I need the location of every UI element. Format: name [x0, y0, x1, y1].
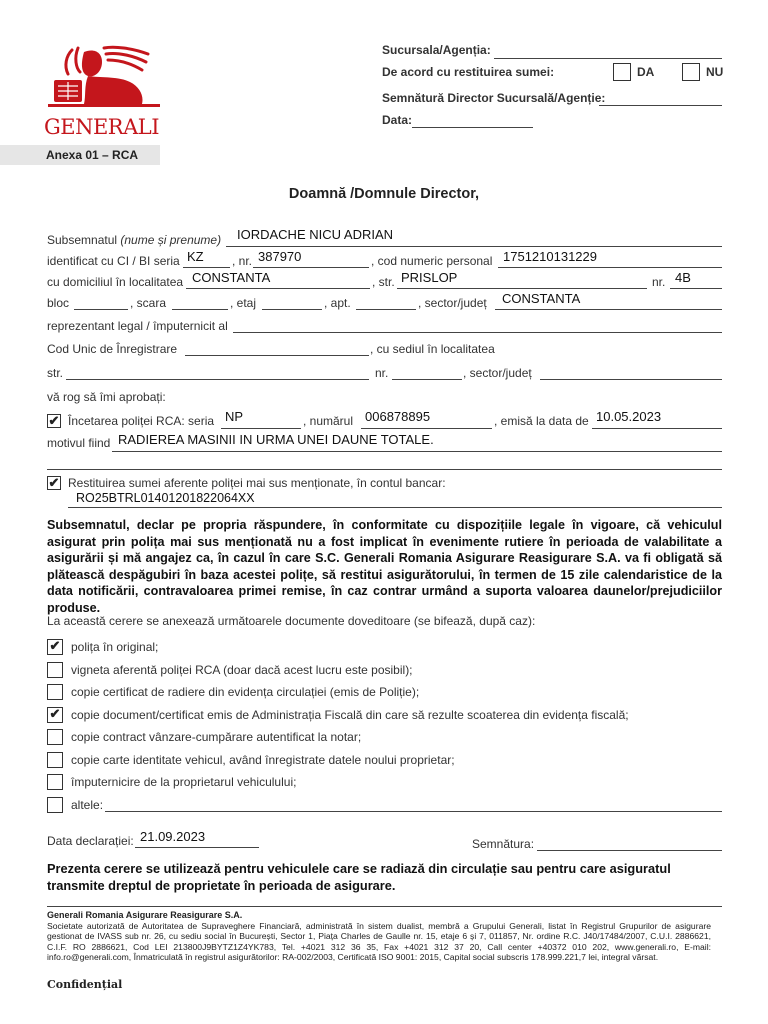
reason-line	[112, 451, 722, 452]
cui-field[interactable]	[185, 355, 369, 356]
issued-date-field[interactable]: 10.05.2023	[596, 409, 662, 424]
company-nr-field[interactable]	[392, 379, 462, 380]
domicile-label: cu domiciliul în localitatea	[47, 275, 184, 289]
top-date-label: Data:	[382, 113, 413, 127]
scara-label: , scara	[130, 296, 167, 310]
hq-label: , cu sediul în localitatea	[370, 342, 495, 356]
lion-emblem-icon	[44, 42, 164, 108]
id-series-line	[183, 267, 230, 268]
declaration-text: Subsemnatul, declar pe propria răspundere, în conformitate cu dispozițiile legale în vigoare, că vehiculul asigurat prin polița mai sus menționată nu a fost implicat în evenimente rutiere în perioada de valabilitate a asigurării și mă angajez ca, în cazul în care S.C. Generali Romania Asigurare Reasigurare S.A. va fi obligată să plătească despăgubiri în baza acestei polițe, să restitui asigurătorului, în termen de 15 zile calendaristice de la data notificării, contravaloarea primei remise, în caz contrar urmând a suporta valoarea daunelor/prejudiciilor produse.	[47, 518, 722, 615]
etaj-label: , etaj	[230, 296, 257, 310]
documents-list	[47, 639, 722, 819]
cnp-line	[498, 267, 722, 268]
bloc-field[interactable]	[74, 309, 128, 310]
policy-series-field[interactable]: NP	[225, 409, 244, 424]
agree-yes-checkbox[interactable]	[613, 63, 631, 81]
signer-name-field[interactable]: IORDACHE NICU ADRIAN	[237, 227, 394, 242]
doc-checkbox[interactable]: ✔	[47, 707, 63, 723]
branch-label: Sucursala/Agenția:	[382, 43, 491, 57]
annex-label: Anexa 01 – RCA	[46, 148, 139, 162]
issued-date-line	[592, 428, 722, 429]
county-field[interactable]: CONSTANTA	[502, 291, 581, 306]
street-label: , str.	[372, 275, 395, 289]
cancel-policy-label: Încetarea poliței RCA: seria	[68, 414, 215, 428]
doc-label: copie certificat de radiere din evidența circulației (emis de Poliție);	[71, 685, 420, 699]
doc-checkbox[interactable]	[47, 729, 63, 745]
county-line	[495, 309, 722, 310]
salutation: Doamnă /Domnule Director,	[288, 186, 480, 202]
doc-label: copie contract vânzare-cumpărare autentificat la notar;	[71, 730, 362, 744]
doc-label: copie carte identitate vehicul, având înregistrate datele noului proprietar;	[71, 752, 455, 767]
representative-label: reprezentant legal / împuternicit al	[47, 319, 228, 333]
docs-intro: La această cerere se anexează următoarele documente doveditoare (se bifează, după caz):	[47, 614, 536, 628]
doc-label: polița în original;	[71, 640, 159, 654]
agree-label: De acord cu restituirea sumei:	[382, 65, 555, 79]
yes-label: DA	[637, 65, 655, 79]
footer-company: Generali Romania Asigurare Reasigurare S.A.	[47, 910, 243, 920]
list-item	[47, 707, 722, 730]
declaration-date-label: Data declarației:	[47, 834, 134, 848]
annex-bar	[0, 145, 160, 165]
policy-series-line	[221, 428, 301, 429]
cui-label: Cod Unic de Înregistrare	[47, 342, 178, 356]
policy-number-label: , numărul	[303, 414, 354, 428]
usage-note: Prezenta cerere se utilizează pentru vehiculele care se radiază din circulație sau pentru care asiguratul transmite dreptul de proprietate în perioada de asigurare.	[47, 861, 671, 893]
policy-number-line	[361, 428, 492, 429]
doc-label: copie document/certificat emis de Administrația Fiscală din care să rezulte scoaterea din evidența fiscală;	[71, 707, 629, 722]
director-signature-field[interactable]	[599, 105, 722, 106]
company-street-label: str.	[47, 366, 64, 380]
id-series-field[interactable]: KZ	[187, 249, 204, 264]
doc-checkbox[interactable]	[47, 662, 63, 678]
street-line	[397, 288, 647, 289]
apt-field[interactable]	[356, 309, 416, 310]
city-field[interactable]: CONSTANTA	[192, 270, 271, 285]
list-item	[47, 729, 722, 752]
list-item	[47, 752, 722, 775]
footer-divider	[47, 906, 722, 907]
agree-no-checkbox[interactable]	[682, 63, 700, 81]
city-line	[186, 288, 370, 289]
house-nr-line	[670, 288, 722, 289]
generali-logo	[44, 42, 164, 139]
issued-label: , emisă la data de	[494, 414, 589, 428]
sector-label: , sector/județ	[418, 296, 487, 310]
doc-checkbox[interactable]	[47, 774, 63, 790]
reason-field[interactable]: RADIEREA MASINII IN URMA UNEI DAUNE TOTALE.	[118, 432, 434, 447]
list-item	[47, 639, 722, 662]
doc-checkbox[interactable]	[47, 752, 63, 768]
cancel-policy-checkbox[interactable]: ✔	[48, 413, 60, 428]
company-sector-field[interactable]	[540, 379, 722, 380]
other-docs-field[interactable]	[105, 811, 722, 812]
house-nr-label: nr.	[652, 275, 666, 289]
top-date-field[interactable]	[412, 127, 533, 128]
id-number-line	[253, 267, 369, 268]
company-nr-label: nr.	[375, 366, 389, 380]
house-nr-field[interactable]: 4B	[675, 270, 691, 285]
reason-label: motivul fiind	[47, 436, 111, 450]
list-item	[47, 774, 722, 797]
signature-label: Semnătura:	[472, 837, 535, 851]
id-nr-label: , nr.	[232, 254, 253, 268]
iban-field[interactable]: RO25BTRL01401201822064XX	[76, 491, 255, 505]
doc-checkbox[interactable]	[47, 797, 63, 813]
refund-checkbox[interactable]: ✔	[48, 475, 60, 490]
branch-field[interactable]	[494, 58, 722, 59]
id-label: identificat cu CI / BI seria	[47, 254, 180, 268]
reason-line-2	[47, 469, 722, 470]
company-street-field[interactable]	[66, 379, 369, 380]
doc-label: vigneta aferentă poliței RCA (doar dacă acest lucru este posibil);	[71, 662, 413, 677]
no-label: NU	[706, 65, 724, 79]
etaj-field[interactable]	[262, 309, 322, 310]
confidential-label: Confidențial	[47, 978, 123, 991]
apt-label: , apt.	[324, 296, 351, 310]
refund-label: Restituirea sumei aferente poliței mai sus menționate, în contul bancar:	[68, 476, 446, 490]
id-number-field[interactable]: 387970	[258, 249, 302, 264]
signature-field[interactable]	[537, 850, 722, 851]
doc-checkbox[interactable]: ✔	[47, 639, 63, 655]
doc-checkbox[interactable]	[47, 684, 63, 700]
list-item	[47, 797, 722, 820]
footer-legal-text: Societate autorizată de Autoritatea de Supraveghere Financiară, administrată în sistem dualist, membră a Grupului Generali, listat în Registrul Grupurilor de asigurare gestionat de IVASS sub nr. 26, cu sediu social în București, Sector 1, Piața Charles de Gaulle nr. 15, etaje 6 și 7, 011857, Nr. ordine R.C. J40/17484/2007, C.U.I. 2886621, C.I.F. RO 2886621, Cod LEI 213800J9BYTZ1Z4YK783, Tel. +4021 312 36 35, Fax +4021 312 37 20, Call center +40372 010 202, www.generali.ro, E-mail: info.ro@generali.com, Înmatriculată în registrul asigurătorilor: RA-002/2003, Certificată ISO 9001: 2015, Capital social subscris 178.999.221,7 lei, integral vărsat.	[47, 921, 711, 963]
representative-field[interactable]	[233, 332, 722, 333]
list-item	[47, 662, 722, 685]
signer-line	[226, 246, 722, 247]
cnp-field[interactable]: 1751210131229	[503, 249, 597, 264]
street-field[interactable]: PRISLOP	[401, 270, 458, 285]
director-signature-label: Semnătură Director Sucursală/Agenție:	[382, 91, 606, 105]
cnp-label: , cod numeric personal	[371, 254, 493, 268]
declaration-date-field[interactable]: 21.09.2023	[140, 829, 206, 844]
request-label: vă rog să îmi aprobați:	[47, 390, 166, 404]
bloc-label: bloc	[47, 296, 70, 310]
policy-number-field[interactable]: 006878895	[365, 409, 431, 424]
declaration-date-line	[135, 847, 259, 848]
list-item	[47, 684, 722, 707]
brand-name: GENERALI	[44, 115, 160, 139]
iban-line	[68, 507, 722, 508]
company-sector-label: , sector/județ	[463, 366, 532, 380]
signer-label: Subsemnatul (nume și prenume)	[47, 233, 222, 247]
doc-label: împuternicire de la proprietarul vehiculului;	[71, 775, 297, 789]
doc-label: altele:	[71, 797, 104, 812]
scara-field[interactable]	[172, 309, 228, 310]
